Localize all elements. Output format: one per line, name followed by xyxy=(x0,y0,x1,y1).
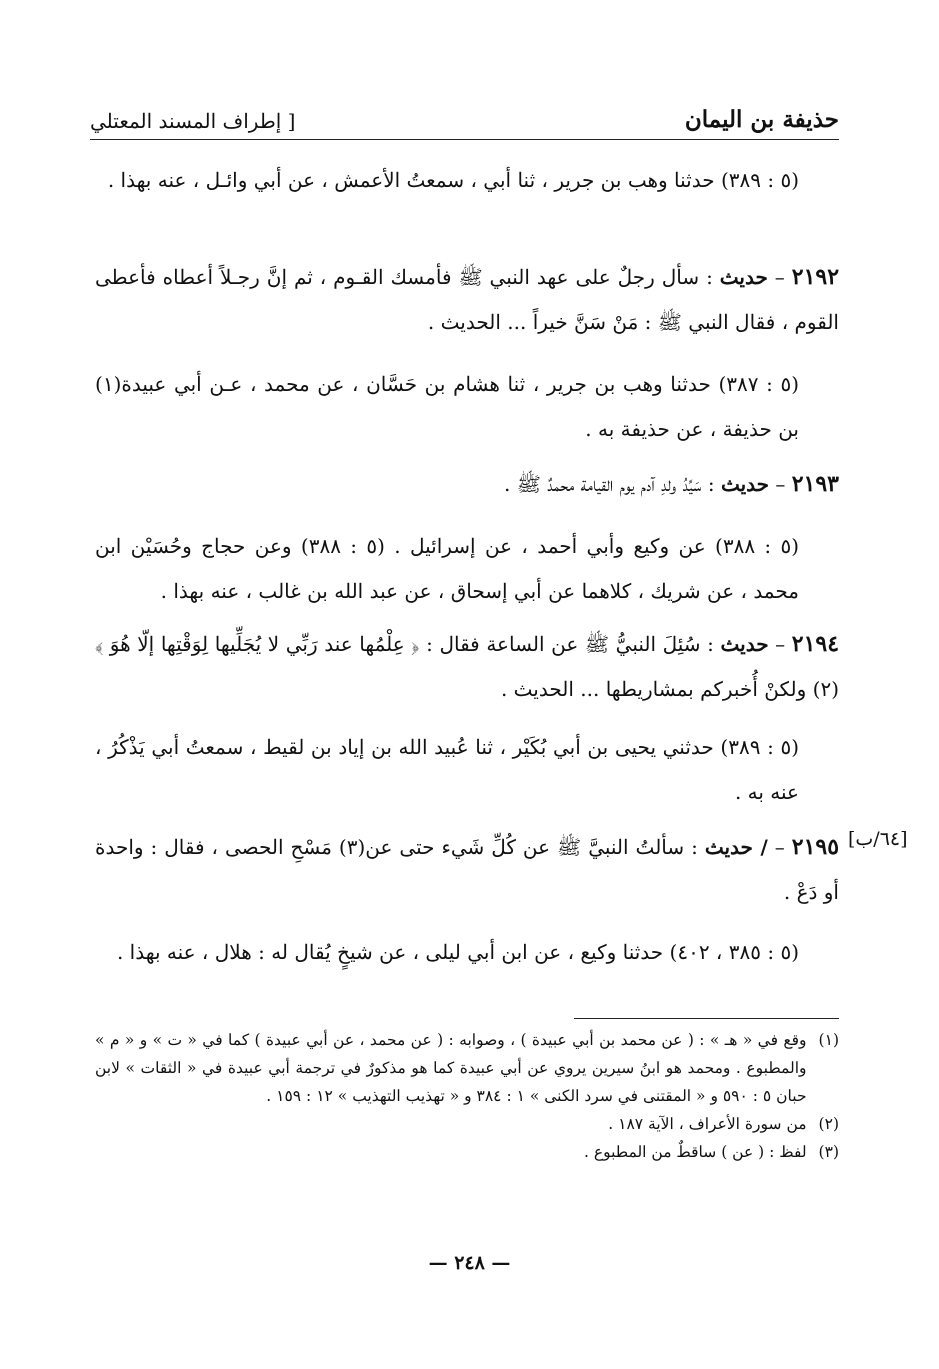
footnotes xyxy=(95,1026,839,1166)
hadith-number: ٢١٩٢ xyxy=(791,264,840,290)
running-header xyxy=(90,95,839,133)
footnote xyxy=(95,1138,839,1166)
hadith-entry-2194: ٢١٩٤ – حديث : سُئِلَ النبيُّ ﷺ عن الساعة فقال : ﴿ عِلْمُها عند رَبِّي لا يُجَلِّيها لِوَقْتِها إلّا هُوَ ﴾(٢) ولكنْ أُخبركم بمشاريطها ... الحديث . xyxy=(95,631,840,701)
hadith-number: ٢١٩٤ xyxy=(791,631,840,657)
footnote-text: وقع في « هـ » : ( عن محمد بن أبي عبيدة ) ، وصوابه : ( عن محمد ، عن أبي عبيدة ) كما في « ت » و « م » والمطبوع . ومحمد هو ابنُ سيرين يروي عن أبي عبيدة كما هو مذكورٌ في ترجمة أبي عبيدة في « الثقات » لابن حبان ٥ : ٥٩٠ و « المقتنى في سرد الكنى » ١ : ٣٨٤ و « تهذيب التهذيب » ١٢ : ١٥٩ . xyxy=(95,1031,807,1105)
manuscript-folio-note: [٦٤/ب] xyxy=(848,828,908,850)
footnote xyxy=(95,1110,839,1138)
footnote-number: (٣) xyxy=(818,1143,839,1161)
isnad-paragraph xyxy=(95,158,839,203)
isnad-paragraph xyxy=(95,930,839,975)
hadith-label: / حديث xyxy=(704,835,768,859)
footnote-separator xyxy=(574,1018,839,1019)
header-rule xyxy=(90,139,839,140)
isnad-text: (٥ : ٣٨٩) حدثني يحيى بن أبي بُكَيْر ، ثنا عُبيد الله بن إياد بن لقيط ، سمعتُ أبي يَذْكُرُ ، عنه به . xyxy=(95,735,799,804)
isnad-paragraph xyxy=(95,524,839,614)
hadith-entry-2193: ٢١٩٣ – حديث : سَيِّدُ ولدِ آدم يوم القيامة محمدٌ ﷺ . xyxy=(503,471,839,497)
book-title: [ إطراف المسند المعتلي xyxy=(90,109,296,133)
footnote-text: من سورة الأعراف ، الآية ١٨٧ . xyxy=(608,1115,807,1133)
chapter-title: حذيفة بن اليمان xyxy=(684,106,839,133)
hadith-label: حديث xyxy=(719,265,768,289)
isnad-text: (٥ : ٣٨٨) عن وكيع وأبي أحمد ، عن إسرائيل . (٥ : ٣٨٨) وعن حجاج وحُسَيْن ابن محمد ، عن شريك ، كلاهما عن أبي إسحاق ، عن عبد الله بن غالب ، عنه بهذا . xyxy=(95,534,800,603)
hadith-entry-2195: ٢١٩٥ – / حديث : سألتُ النبيَّ ﷺ عن كُلِّ شَيء حتى عن(٣) مَسْحِ الحصى ، فقال : واحدة أو دَعْ . xyxy=(95,834,840,904)
isnad-text: (٥ : ٣٨٩) حدثنا وهب بن جرير ، ثنا أبي ، سمعتُ الأعمش ، عن أبي وائـل ، عنه بهذا . xyxy=(107,168,799,192)
hadith-text: : سُئِلَ النبيُّ ﷺ عن الساعة فقال : ﴿ عِلْمُها عند رَبِّي لا يُجَلِّيها لِوَقْتِها إلّا هُوَ ﴾(٢) ولكنْ أُخبركم بمشاريطها ... الحديث . xyxy=(95,632,839,701)
footnote xyxy=(95,1026,839,1110)
isnad-text: (٥ : ٣٨٧) حدثنا وهب بن جرير ، ثنا هشام بن حَسَّان ، عن محمد ، عـن أبي عبيدة(١) بن حذيفة ، عن حذيفة به . xyxy=(95,372,799,441)
isnad-paragraph xyxy=(95,362,839,452)
page-number: — ٢٤٨ — xyxy=(428,1252,511,1274)
isnad-paragraph xyxy=(95,725,839,815)
hadith-text: : سألتُ النبيَّ ﷺ عن كُلِّ شَيء حتى عن(٣) مَسْحِ الحصى ، فقال : واحدة أو دَعْ . xyxy=(95,835,839,904)
footnote-number: (٢) xyxy=(818,1115,839,1133)
hadith-text: : سَيِّدُ ولدِ آدم يوم القيامة محمدٌ ﷺ . xyxy=(503,472,715,496)
hadith-text: : سأل رجلٌ على عهد النبي ﷺ فأمسك القـوم ، ثم إنَّ رجـلاً أعطاه فأعطى القوم ، فقال النبي ﷺ : مَنْ سَنَّ خيراً ... الحديث . xyxy=(95,265,839,334)
hadith-entry-2192: ٢١٩٢ – حديث : سأل رجلٌ على عهد النبي ﷺ فأمسك القـوم ، ثم إنَّ رجـلاً أعطاه فأعطى القوم ، فقال النبي ﷺ : مَنْ سَنَّ خيراً ... الحديث . xyxy=(95,264,840,334)
footnote-number: (١) xyxy=(818,1031,839,1049)
hadith-number: ٢١٩٣ xyxy=(791,471,839,497)
isnad-text: (٥ : ٣٨٥ ، ٤٠٢) حدثنا وكيع ، عن ابن أبي ليلى ، عن شيخٍ يُقال له : هلال ، عنه بهذا . xyxy=(116,940,799,964)
hadith-label: حديث xyxy=(720,472,770,496)
hadith-label: حديث xyxy=(720,632,769,656)
hadith-number: ٢١٩٥ xyxy=(791,834,840,860)
footnote-text: لفظ : ( عن ) ساقطٌ من المطبوع . xyxy=(583,1143,807,1161)
